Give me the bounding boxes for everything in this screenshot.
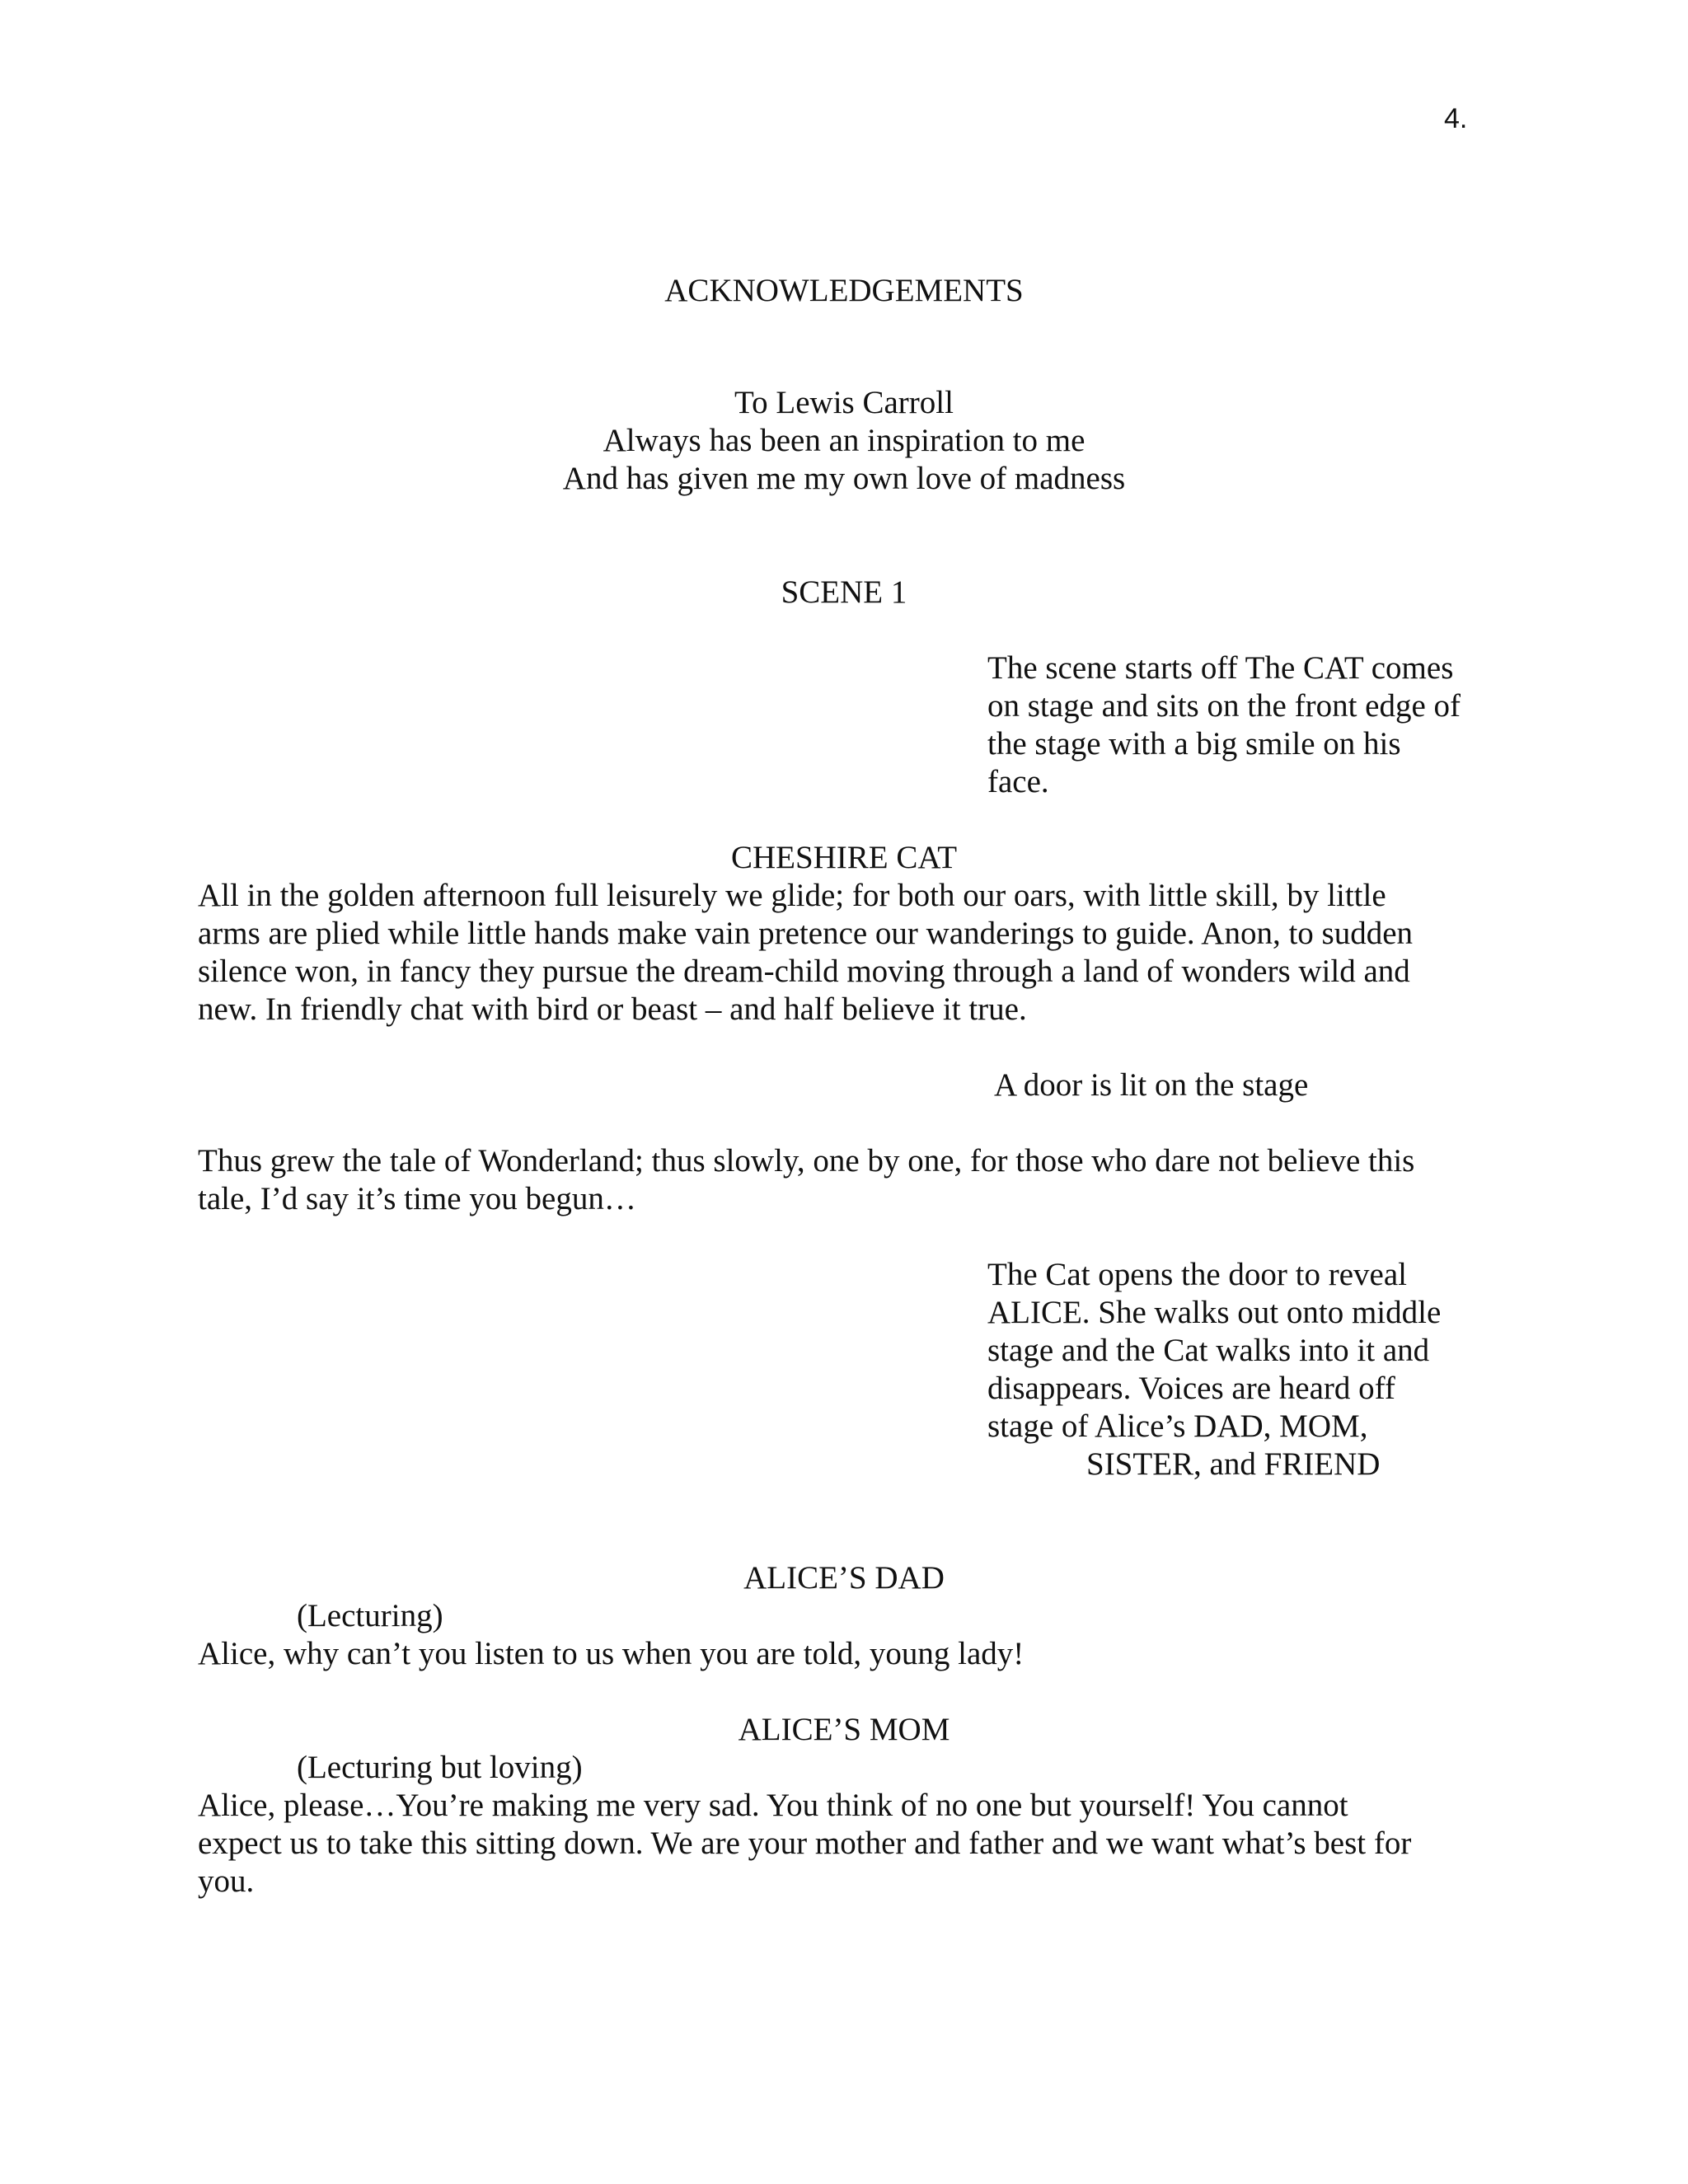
stage-direction-line: SISTER, and FRIEND [1086, 1446, 1381, 1482]
acknowledgement-line: Always has been an inspiration to me [603, 423, 1085, 458]
parenthetical: (Lecturing) [297, 1598, 443, 1633]
dialogue [198, 1787, 1492, 1900]
dialogue-line: Alice, please…You’re making me very sad. You think of no one but yourself! You cannot [198, 1788, 1348, 1823]
parenthetical: (Lecturing but loving) [297, 1750, 583, 1785]
page-number: 4. [1444, 103, 1468, 134]
dialogue-line: All in the golden afternoon full leisurely we glide; for both our oars, with little skill, by little [198, 878, 1386, 913]
stage-direction [987, 649, 1498, 801]
stage-direction [987, 1256, 1498, 1483]
stage-direction-line: on stage and sits on the front edge of [987, 688, 1461, 724]
dialogue-line: expect us to take this sitting down. We are your mother and father and we want what’s best for [198, 1825, 1412, 1861]
stage-direction-line: stage of Alice’s DAD, MOM, [987, 1408, 1368, 1444]
character-name: ALICE’S MOM [738, 1712, 950, 1747]
dialogue-line: arms are plied while little hands make vain pretence our wanderings to guide. Anon, to sudden [198, 916, 1414, 951]
character-name: CHESHIRE CAT [730, 840, 958, 875]
dialogue-line: Thus grew the tale of Wonderland; thus slowly, one by one, for those who dare not believe this [198, 1143, 1415, 1179]
dialogue [198, 877, 1492, 1029]
stage-direction-line: disappears. Voices are heard off [987, 1371, 1395, 1406]
dialogue-line: you. [198, 1863, 255, 1899]
stage-direction: A door is lit on the stage [994, 1067, 1309, 1103]
stage-direction-line: the stage with a big smile on his [987, 726, 1401, 762]
dialogue-line: silence won, in fancy they pursue the dream-child moving through a land of wonders wild and [198, 954, 1410, 989]
character-name: ALICE’S DAD [743, 1560, 945, 1596]
dialogue: Alice, why can’t you listen to us when you are told, young lady! [198, 1636, 1025, 1671]
scene-heading: SCENE 1 [781, 574, 907, 610]
acknowledgement-line: And has given me my own love of madness [562, 461, 1126, 496]
stage-direction-line: The scene starts off The CAT comes [987, 650, 1454, 686]
dialogue-line: new. In friendly chat with bird or beast – and half believe it true. [198, 991, 1027, 1027]
dialogue [198, 1142, 1492, 1218]
stage-direction-line: The Cat opens the door to reveal [987, 1257, 1407, 1292]
acknowledgement-line: To Lewis Carroll [734, 385, 954, 420]
stage-direction-line: ALICE. She walks out onto middle [987, 1295, 1442, 1330]
stage-direction-line: stage and the Cat walks into it and [987, 1333, 1430, 1368]
stage-direction-line: face. [987, 764, 1049, 799]
dialogue-line: tale, I’d say it’s time you begun… [198, 1181, 636, 1216]
acknowledgements-heading: ACKNOWLEDGEMENTS [664, 273, 1024, 308]
